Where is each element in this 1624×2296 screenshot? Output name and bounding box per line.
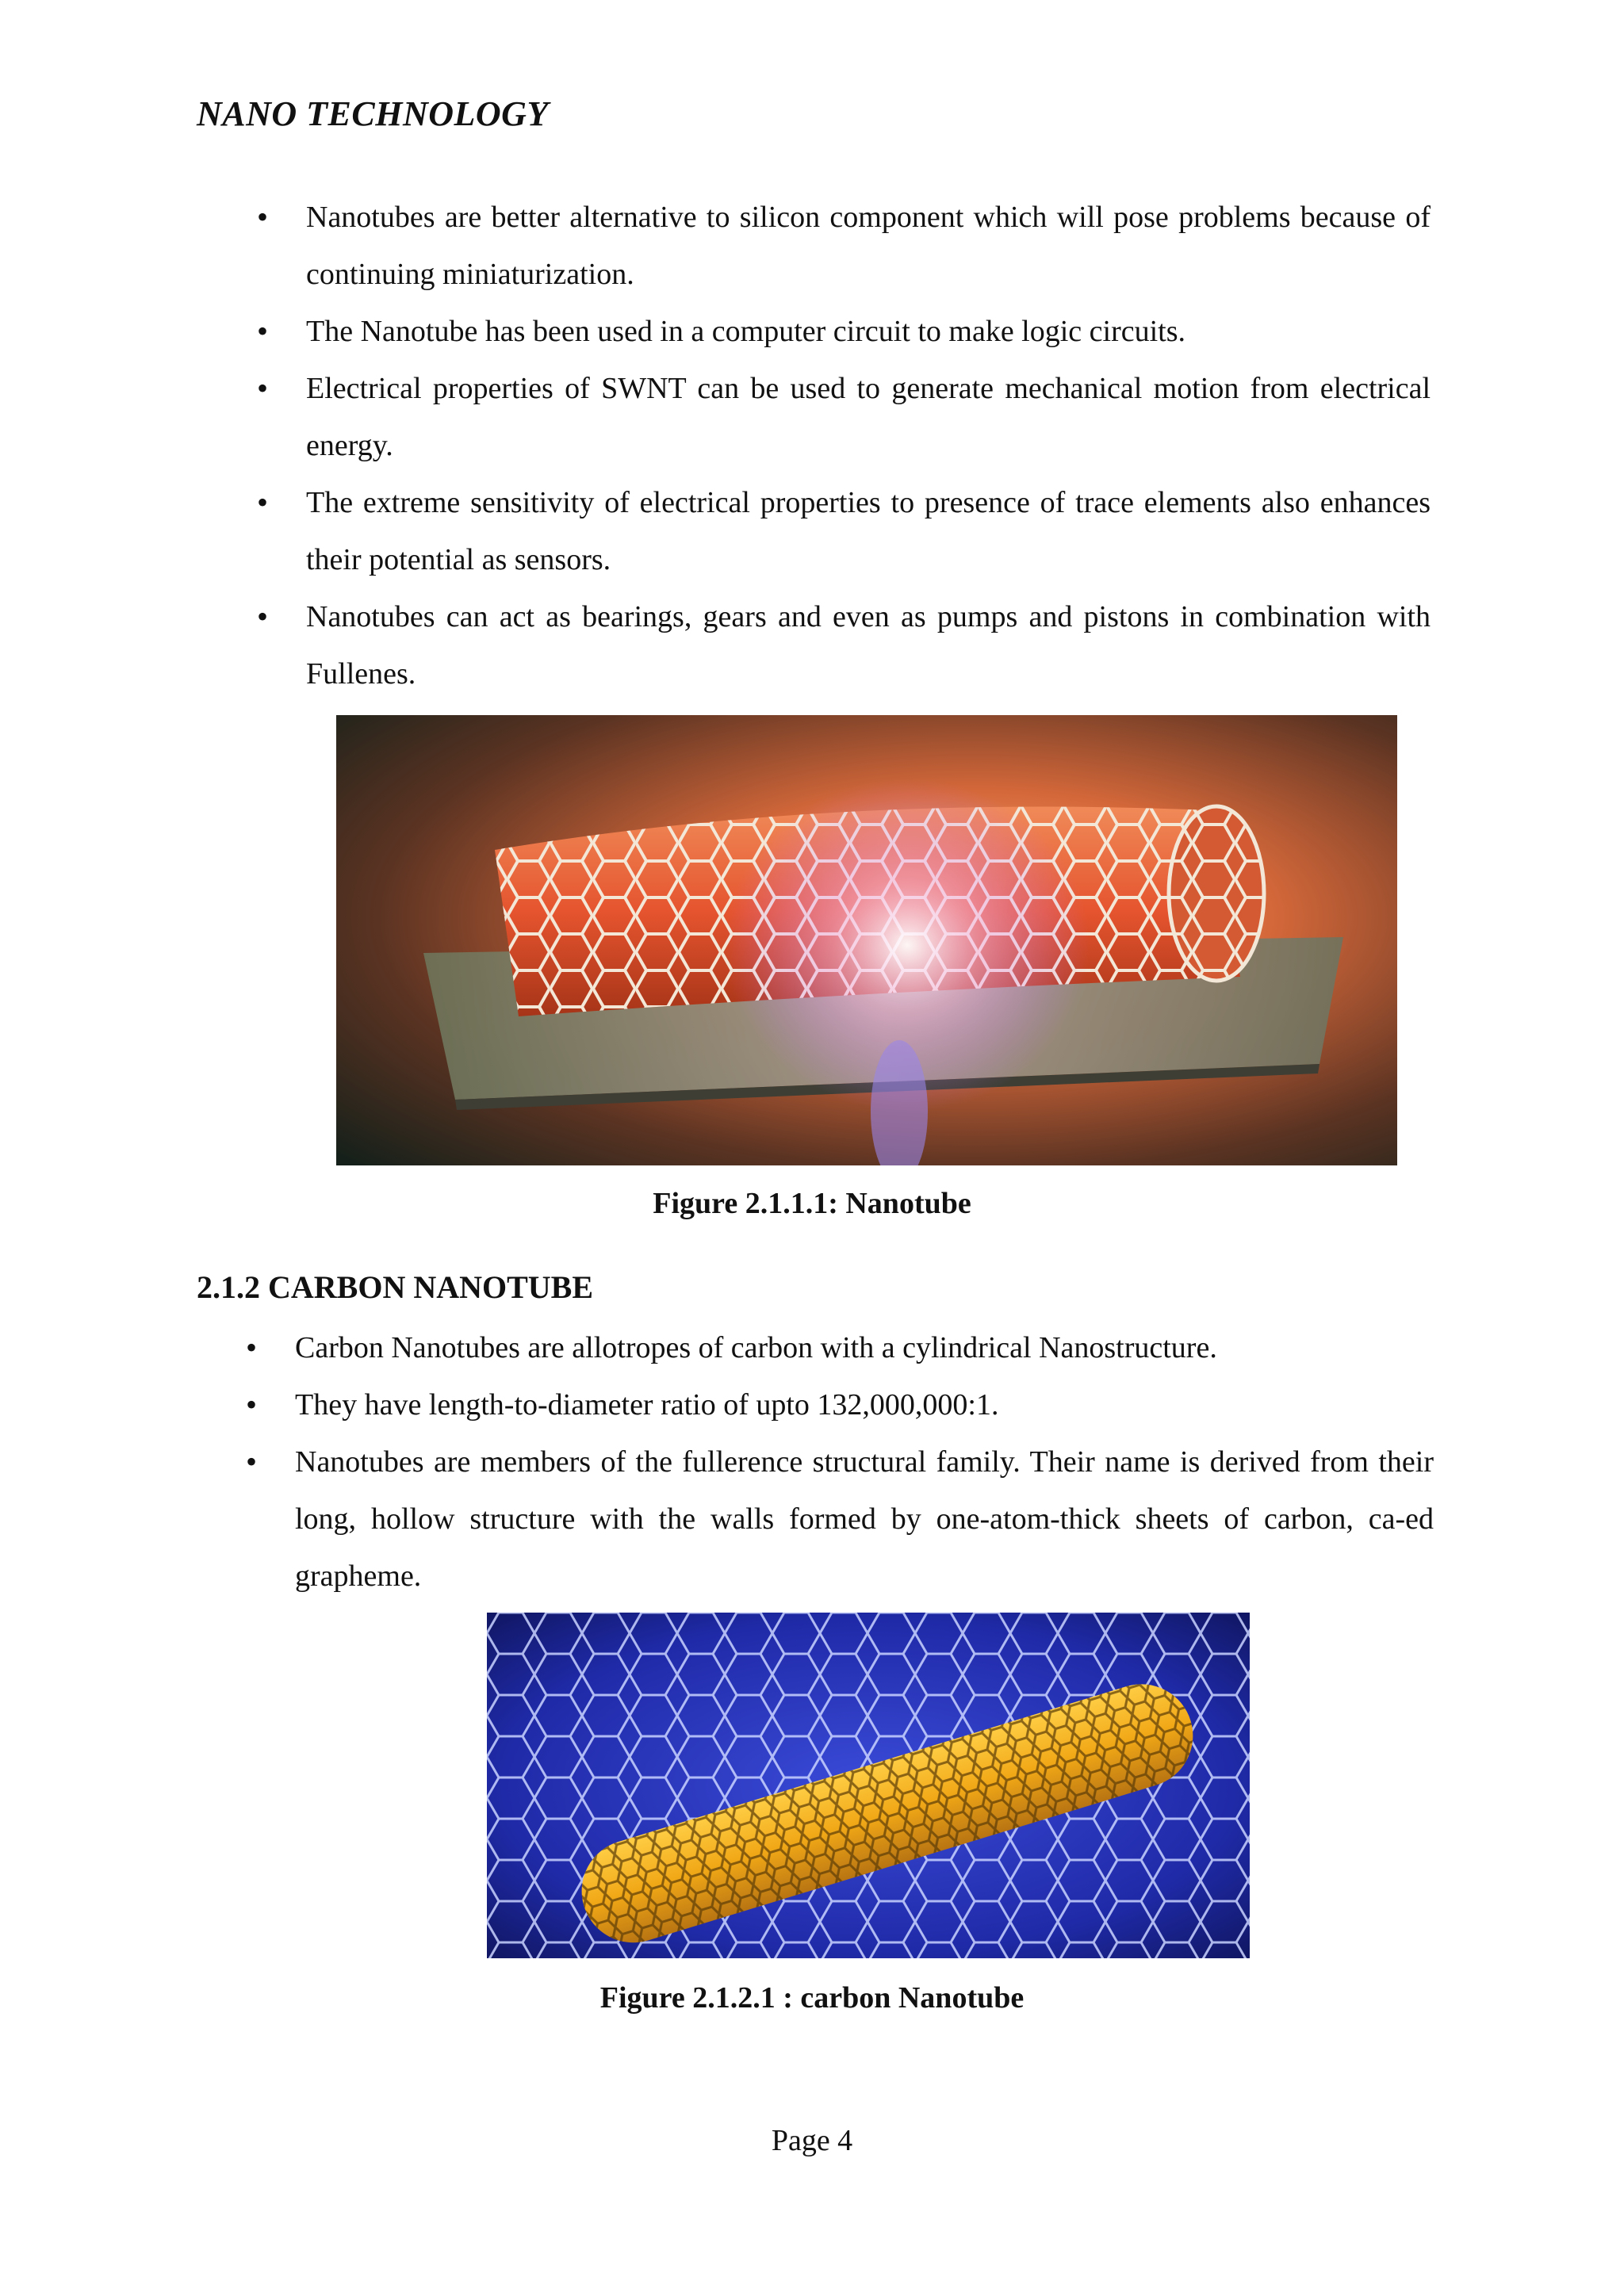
section-bullet-list — [295, 1319, 1434, 1605]
list-item: • They have length-to-diameter ratio of upto 132,000,000:1. — [295, 1376, 1434, 1433]
nanotube-figure-image — [336, 715, 1397, 1165]
figure-caption: Figure 2.1.2.1 : carbon Nanotube — [599, 1981, 1025, 2015]
list-item: • The extreme sensitivity of electrical properties to presence of trace elements also enhances their potential as sensors. — [306, 474, 1431, 588]
list-item: • The Nanotube has been used in a computer circuit to make logic circuits. — [306, 303, 1431, 360]
figure-caption: Figure 2.1.1.1: Nanotube — [653, 1187, 971, 1220]
list-item: • Nanotubes can act as bearings, gears and even as pumps and pistons in combination with Fullenes. — [306, 588, 1431, 702]
section-heading: 2.1.2 CARBON NANOTUBE — [197, 1269, 594, 1305]
intro-bullet-list — [306, 189, 1431, 702]
list-item: • Nanotubes are members of the fullerence structural family. Their name is derived from their long, hollow structure with the walls formed by one-atom-thick sheets of carbon, ca-ed grapheme. — [295, 1433, 1434, 1605]
list-item: • Electrical properties of SWNT can be used to generate mechanical motion from electrical energy. — [306, 360, 1431, 474]
page-header-title: NANO TECHNOLOGY — [197, 94, 549, 133]
list-item: • Nanotubes are better alternative to silicon component which will pose problems because of continuing miniaturization. — [306, 189, 1431, 303]
page-number: Page 4 — [771, 2124, 853, 2157]
list-item: • Carbon Nanotubes are allotropes of carbon with a cylindrical Nanostructure. — [295, 1319, 1434, 1376]
carbon-nanotube-figure-image — [487, 1613, 1250, 1958]
